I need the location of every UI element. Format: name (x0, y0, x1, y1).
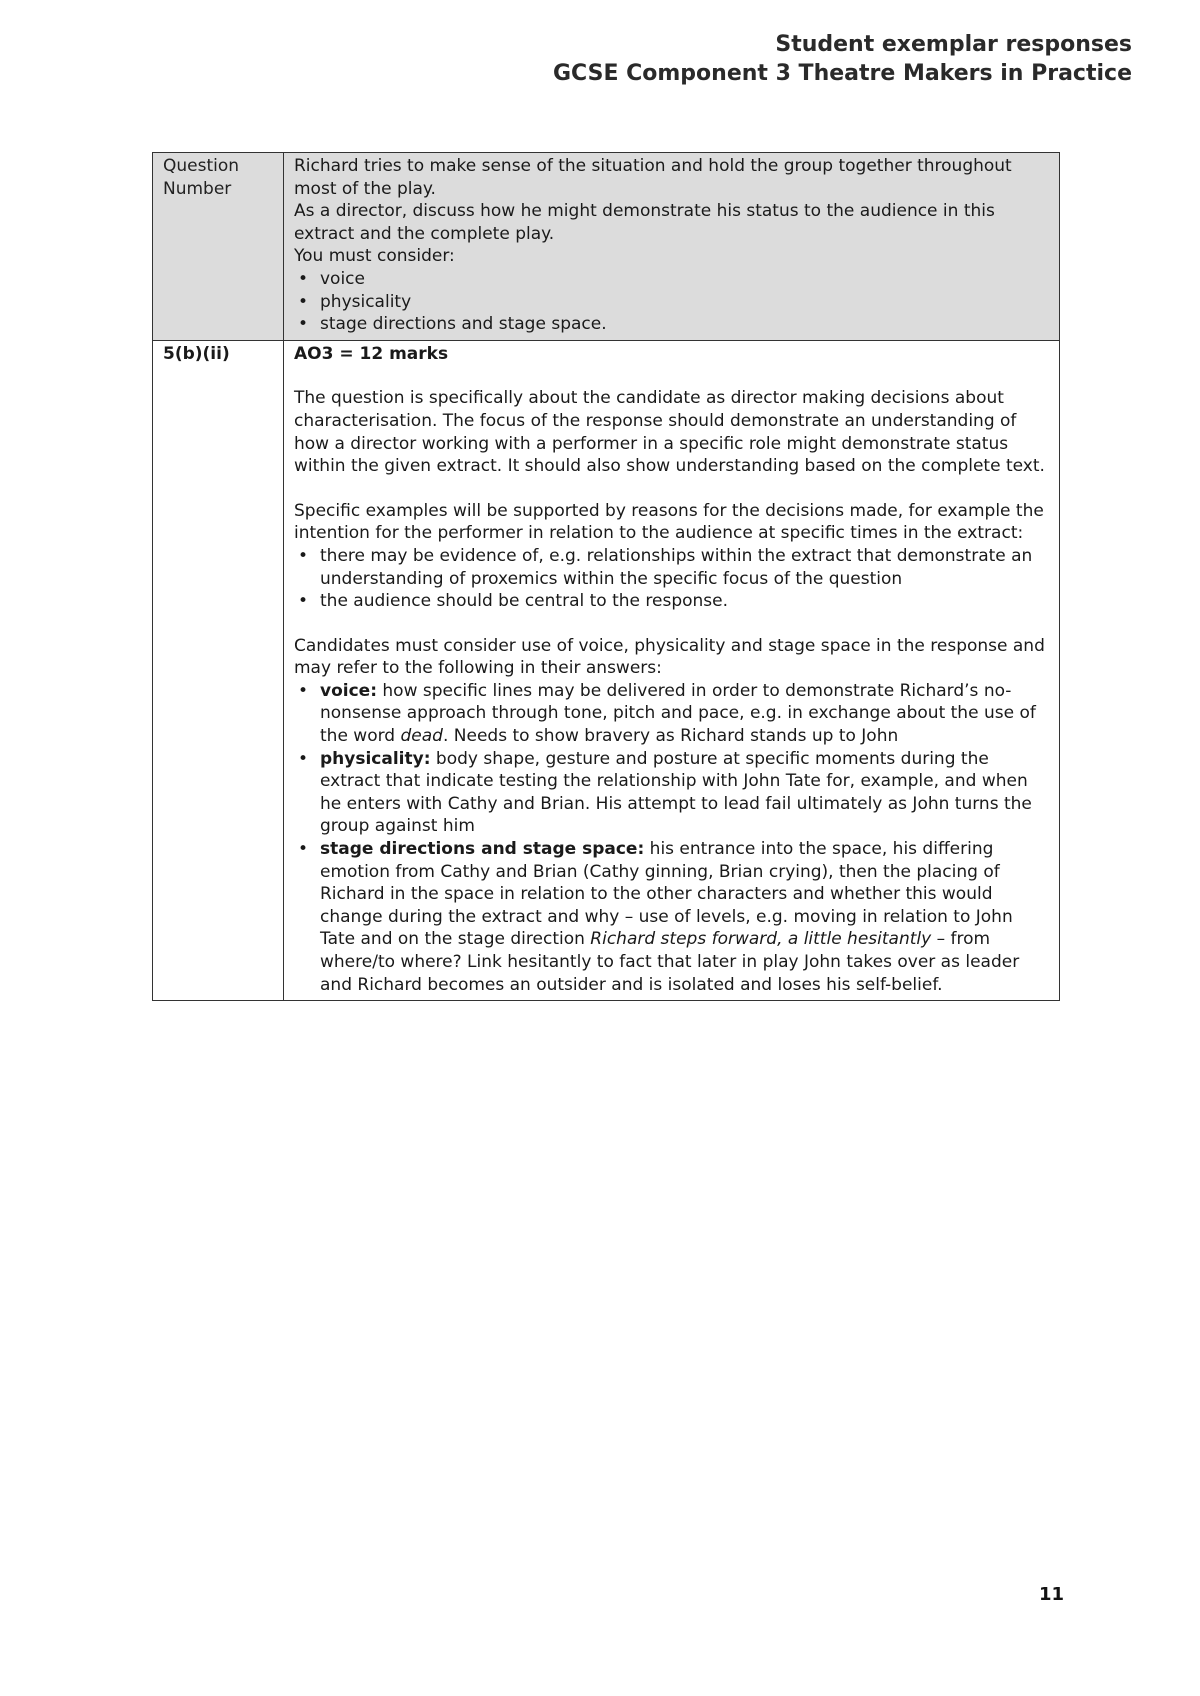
stage-text-2: – from where/to where? Link hesitantly to fact that later in play John takes over as leader and Richard becomes an outsider and is isolated and loses his self-belief. (320, 929, 1020, 995)
guidance-bullet-2: • the audience should be central to the response. (294, 590, 1049, 613)
consideration-list (294, 680, 1049, 996)
question-text-3: You must consider: (294, 246, 455, 267)
document-header (553, 30, 1132, 88)
question-label-1: Question (163, 156, 240, 176)
voice-term: voice: (320, 680, 377, 701)
guidance-bullet-1: • there may be evidence of, e.g. relationships within the extract that demonstrate an understanding of proxemics within the specific focus of the question (294, 545, 1049, 590)
question-bullet-list (294, 268, 1049, 336)
marks-allocation: AO3 = 12 marks (294, 343, 449, 364)
stage-italic: Richard steps forward, a little hesitantly (590, 929, 932, 950)
question-bullet-stage: • stage directions and stage space. (294, 313, 1049, 336)
answer-row (153, 340, 1060, 1000)
header-line-2: GCSE Component 3 Theatre Makers in Practice (552, 61, 1132, 86)
consideration-stage (294, 838, 1049, 996)
question-bullet-physicality: • physicality (294, 291, 1049, 314)
question-text-1: Richard tries to make sense of the situation and hold the group together throughout most of the play. (294, 156, 1012, 199)
voice-text-1: how specific lines may be delivered in order to demonstrate Richard’s no-nonsense approach through tone, pitch and pace, e.g. in exchange about the use of the word (320, 680, 1036, 747)
voice-italic: dead (400, 726, 443, 747)
physicality-term: physicality: (320, 748, 431, 769)
stage-text-1: his entrance into the space, his differing emotion from Cathy and Brian (Cathy ginning, Brian crying), then the placing of Richard in the space in relation to the other characters and whether this would change during the extract and why – use of levels, e.g. moving in relation to John Tate and on the stage direction (320, 839, 1013, 950)
page-number: 11 (1038, 1584, 1064, 1605)
question-row (153, 153, 1060, 341)
question-label-2: Number (163, 178, 232, 199)
question-number: 5(b)(ii) (163, 343, 230, 364)
header-line-1: Student exemplar responses (775, 32, 1132, 57)
guidance-paragraph-1: The question is specifically about the candidate as director making decisions about characterisation. The focus of the response should demonstrate an understanding of how a director working with a performer in a specific role might demonstrate status within the given extract. It should also show understanding based on the complete text. (294, 388, 1045, 477)
question-bullet-voice: • voice (294, 268, 1049, 291)
question-number-header (153, 153, 284, 341)
question-text-2: As a director, discuss how he might demonstrate his status to the audience in this extract and the complete play. (294, 201, 995, 244)
consideration-physicality (294, 748, 1049, 838)
physicality-text: body shape, gesture and posture at specific moments during the extract that indicate testing the relationship with John Tate for, example, and when he enters with Cathy and Brian. His attempt to lead fail ultimately as John turns the group against him (320, 748, 1032, 837)
voice-text-2: . Needs to show bravery as Richard stands up to John (442, 726, 899, 747)
guidance-bullet-list (294, 545, 1049, 613)
indicative-content-cell (284, 340, 1060, 1000)
consideration-voice (294, 680, 1049, 748)
stage-term: stage directions and stage space: (320, 839, 645, 860)
guidance-paragraph-3: Candidates must consider use of voice, physicality and stage space in the response and may refer to the following in their answers: (294, 635, 1045, 679)
question-text-cell (284, 153, 1060, 341)
guidance-paragraph-2: Specific examples will be supported by reasons for the decisions made, for example the intention for the performer in relation to the audience at specific times in the extract: (294, 500, 1044, 544)
mark-scheme-table (152, 152, 1060, 1001)
question-number-cell (153, 340, 284, 1000)
